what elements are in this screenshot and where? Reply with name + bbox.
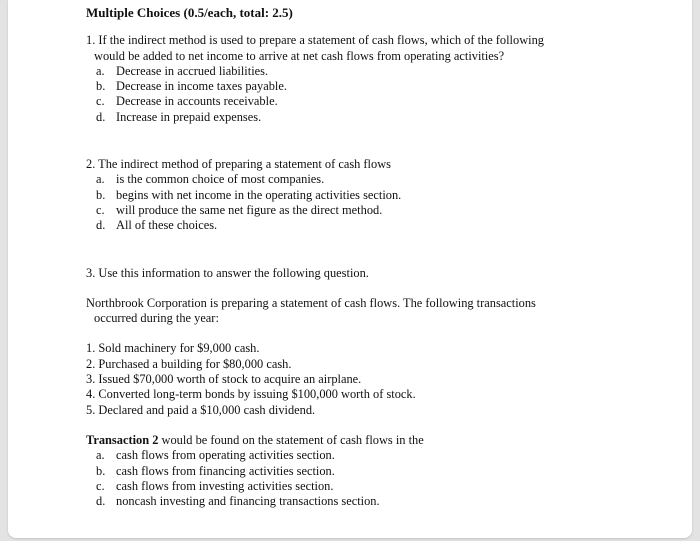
option-letter: c. [96, 202, 105, 217]
question-1-option-d [86, 110, 616, 125]
document-body [86, 5, 616, 509]
option-letter: c. [96, 94, 105, 109]
question-3-option-c [86, 479, 616, 494]
question-2-option-d [86, 218, 616, 233]
option-letter: a. [96, 448, 105, 463]
question-1-options [86, 64, 616, 125]
question-1-stem-line-2: would be added to net income to arrive at net cash flows from operating activities? [94, 48, 505, 63]
option-text: Increase in prepaid expenses. [116, 109, 262, 124]
transaction-item: 2. Purchased a building for $80,000 cash. [86, 356, 292, 371]
question-1-option-b [86, 79, 616, 94]
scenario-line-1: Northbrook Corporation is preparing a statement of cash flows. The following transactions [86, 295, 536, 310]
section-title: Multiple Choices (0.5/each, total: 2.5) [86, 5, 293, 20]
option-text: cash flows from operating activities section. [116, 448, 335, 463]
option-letter: d. [96, 494, 106, 509]
option-letter: c. [96, 478, 105, 493]
question-3-option-b [86, 464, 616, 479]
option-text: Decrease in accounts receivable. [116, 94, 278, 109]
option-text: cash flows from investing activities section. [116, 478, 334, 493]
question-2-option-b [86, 188, 616, 203]
scenario-line-2: occurred during the year: [94, 311, 219, 326]
question-3-prompt-rest: would be found on the statement of cash flows in the [158, 432, 424, 447]
question-3-prompt-bold: Transaction 2 [86, 432, 159, 447]
option-text: Decrease in income taxes payable. [116, 79, 287, 94]
option-letter: b. [96, 187, 106, 202]
question-3-option-a [86, 448, 616, 463]
question-1-option-a [86, 64, 616, 79]
option-text: All of these choices. [116, 218, 218, 233]
question-3-intro: 3. Use this information to answer the following question. [86, 265, 369, 280]
transaction-item: 3. Issued $70,000 worth of stock to acquire an airplane. [86, 372, 362, 387]
question-1 [86, 33, 616, 125]
question-2-option-c [86, 203, 616, 218]
transaction-item: 4. Converted long-term bonds by issuing $100,000 worth of stock. [86, 387, 416, 402]
transaction-list [86, 341, 616, 417]
option-letter: b. [96, 79, 106, 94]
question-3-prompt [86, 433, 616, 448]
option-text: begins with net income in the operating activities section. [116, 187, 402, 202]
document-page [8, 0, 692, 538]
option-letter: b. [96, 463, 106, 478]
transaction-item: 1. Sold machinery for $9,000 cash. [86, 341, 260, 356]
question-2-options [86, 172, 616, 233]
question-2-option-a [86, 172, 616, 187]
question-3-options [86, 448, 616, 509]
option-letter: a. [96, 172, 105, 187]
question-2-stem: 2. The indirect method of preparing a statement of cash flows [86, 157, 391, 172]
question-1-option-c [86, 94, 616, 109]
question-3 [86, 266, 616, 510]
question-3-option-d [86, 494, 616, 509]
question-1-stem [86, 33, 616, 64]
option-text: will produce the same net figure as the direct method. [116, 202, 383, 217]
option-letter: d. [96, 109, 106, 124]
option-text: Decrease in accrued liabilities. [116, 63, 269, 78]
transaction-item: 5. Declared and paid a $10,000 cash dividend. [86, 402, 316, 417]
question-2 [86, 157, 616, 233]
option-text: noncash investing and financing transactions section. [116, 494, 380, 509]
question-1-stem-line-1: 1. If the indirect method is used to prepare a statement of cash flows, which of the following [86, 33, 544, 48]
option-letter: d. [96, 218, 106, 233]
option-letter: a. [96, 63, 105, 78]
option-text: is the common choice of most companies. [116, 172, 325, 187]
option-text: cash flows from financing activities section. [116, 463, 335, 478]
question-3-scenario [86, 296, 616, 327]
